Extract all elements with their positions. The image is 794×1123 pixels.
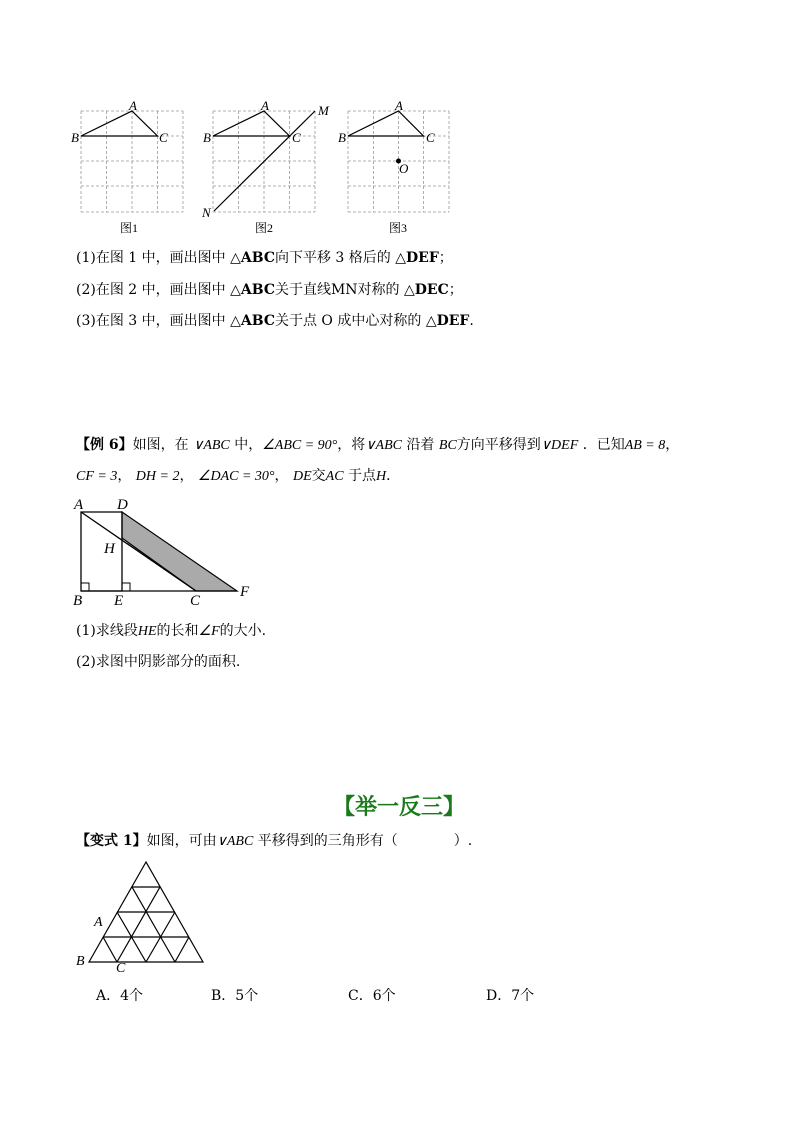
example-6-line-2: CF = 3， DH = 2， ∠DAC = 30°， DE交AC 于点H．: [76, 468, 401, 484]
ex6-label-a: A: [74, 497, 84, 513]
ex6-label-h: H: [104, 541, 115, 557]
fig1-label-c: C: [159, 130, 168, 145]
option-d: D．7个: [486, 988, 535, 1004]
question-item-1: (1)在图 1 中，画出图中 △ABC向下平移 3 格后的 △DEF；: [76, 250, 453, 266]
right-angle-e: [122, 583, 130, 591]
rectangle-abed: [81, 512, 122, 591]
var1-label-b: B: [76, 954, 85, 969]
caption-fig3: 图3: [389, 221, 408, 235]
caption-fig1: 图1: [120, 221, 139, 235]
ex6-label-c: C: [190, 593, 201, 609]
ex6-label-f: F: [240, 584, 250, 600]
var1-label-c: C: [116, 961, 126, 976]
fig2-label-a: A: [261, 98, 269, 113]
option-a: A．4个: [96, 988, 144, 1004]
variant-1-figure: [0, 0, 794, 120]
option-c: C．6个: [348, 988, 396, 1004]
fig2-label-n: N: [202, 205, 211, 220]
ex6-label-e: E: [114, 593, 124, 609]
var1-label-a: A: [94, 915, 103, 930]
variant-1-question: 【变式 1】如图，可由∨ABC 平移得到的三角形有（ ）.: [76, 833, 473, 849]
right-angle-b: [81, 583, 89, 591]
fig1-label-a: A: [129, 98, 137, 113]
example-6-line-1: 【例 6】如图，在 ∨ABC 中，∠ABC = 90°，将∨ABC 沿着 BC方向平移得到∨DEF ．已知AB = 8，: [76, 437, 680, 453]
fig3-label-b: B: [338, 130, 346, 145]
caption-fig2: 图2: [255, 221, 274, 235]
fig2-label-b: B: [203, 130, 211, 145]
fig3-label-o: O: [399, 161, 409, 176]
question-item-3: (3)在图 3 中，画出图中 △ABC关于点 O 成中心对称的 △DEF.: [76, 313, 474, 329]
option-b: B．5个: [211, 988, 259, 1004]
fig3-label-c: C: [426, 130, 435, 145]
example-6-question-1: (1)求线段HE的长和∠F的大小.: [76, 623, 267, 639]
ex6-label-d: D: [117, 497, 128, 513]
fig2-label-c: C: [292, 130, 301, 145]
example-6-question-2: (2)求图中阴影部分的面积.: [76, 654, 241, 670]
fig2-label-m: M: [318, 103, 329, 118]
section-heading: 【举一反三】: [333, 795, 466, 820]
fig3-label-a: A: [395, 98, 403, 113]
fig1-label-b: B: [71, 130, 79, 145]
question-item-2: (2)在图 2 中，画出图中 △ABC关于直线MN对称的 △DEC；: [76, 282, 463, 298]
ex6-label-b: B: [73, 593, 83, 609]
